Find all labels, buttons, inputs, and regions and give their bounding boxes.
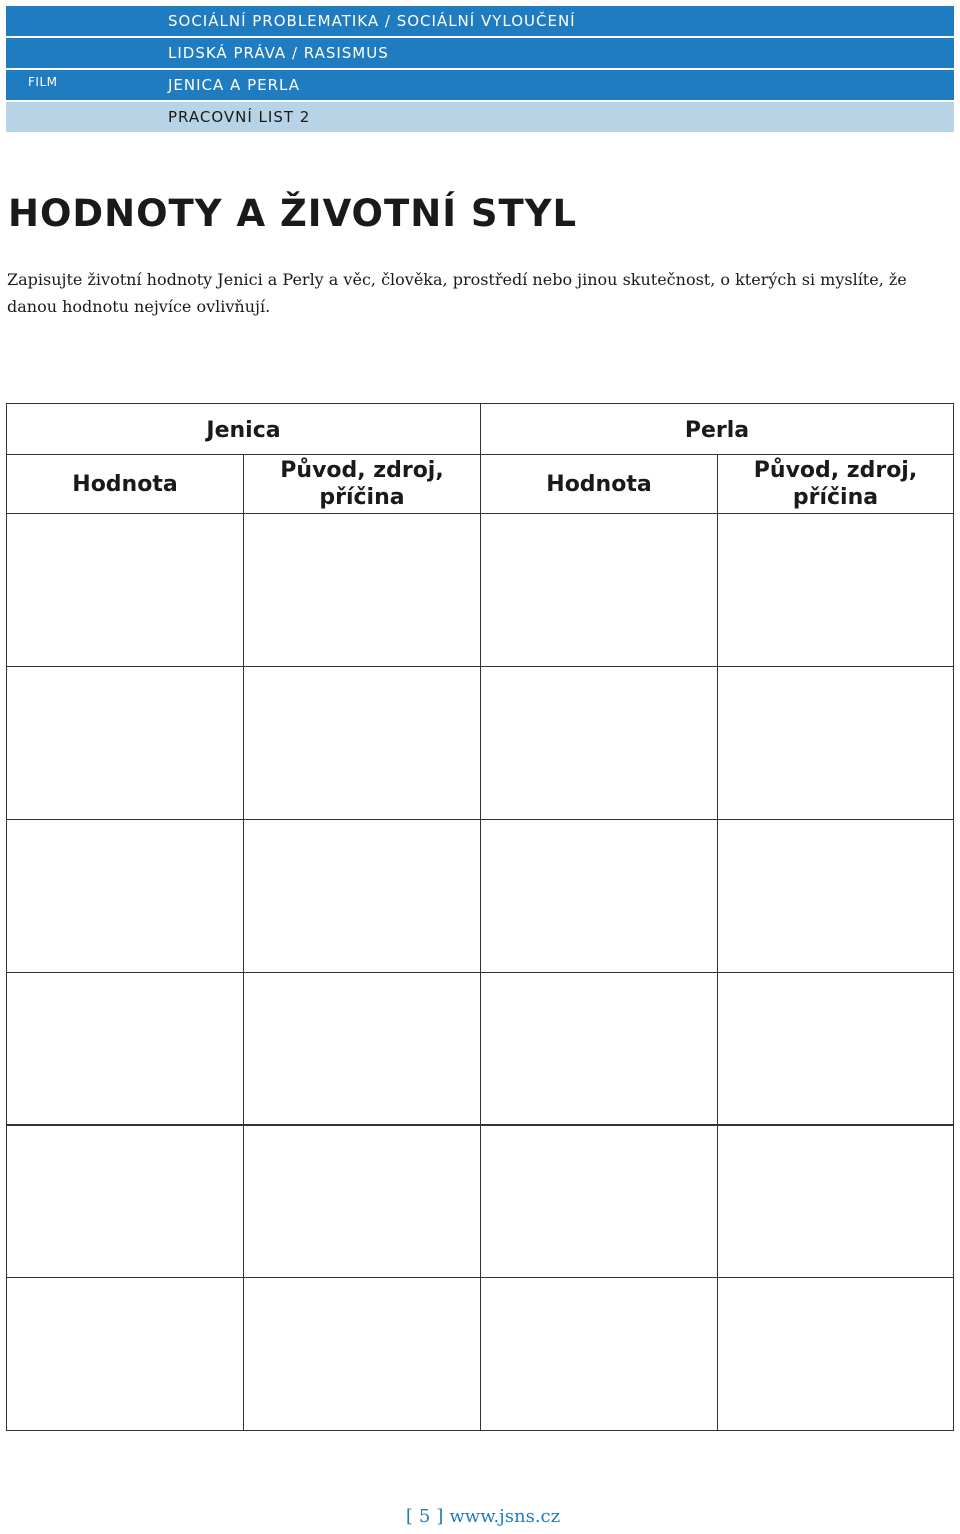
answer-cell[interactable] bbox=[6, 1277, 244, 1431]
header-row-film bbox=[6, 70, 954, 100]
group-label: Perla bbox=[684, 417, 750, 443]
column-label: Původ, zdroj, příčina bbox=[280, 458, 444, 510]
header-row-topic bbox=[6, 6, 954, 36]
answer-cell[interactable] bbox=[480, 666, 718, 820]
header-subtopic-text: LIDSKÁ PRÁVA / RASISMUS bbox=[168, 44, 389, 62]
answer-cell[interactable] bbox=[6, 1124, 244, 1278]
column-label: Hodnota bbox=[72, 471, 178, 497]
header-row-worksheet bbox=[6, 102, 954, 132]
column-label: Původ, zdroj, příčina bbox=[753, 458, 918, 510]
answer-cell[interactable] bbox=[243, 666, 481, 820]
answer-cell[interactable] bbox=[6, 666, 244, 820]
header-band bbox=[6, 6, 954, 131]
answer-cell[interactable] bbox=[717, 819, 954, 973]
footer-bracket-open: [ bbox=[405, 1506, 413, 1527]
column-header-hodnota bbox=[6, 454, 244, 514]
page-number: 5 bbox=[418, 1506, 431, 1527]
footer-bracket-close: ] bbox=[436, 1506, 444, 1527]
footer-url: www.jsns.cz bbox=[449, 1506, 561, 1527]
answer-cell[interactable] bbox=[480, 972, 718, 1126]
answer-cell[interactable] bbox=[6, 513, 244, 667]
instructions: Zapisujte životní hodnoty Jenici a Perly a věc, člověka, prostředí nebo jinou skutečnost, o kterých si myslíte, že danou hodnotu nejvíce ovlivňují. bbox=[7, 270, 907, 316]
column-label: Hodnota bbox=[546, 471, 652, 497]
header-worksheet-text: PRACOVNÍ LIST 2 bbox=[168, 108, 311, 126]
column-header-puvod bbox=[243, 454, 481, 514]
group-label: Jenica bbox=[206, 417, 281, 443]
answer-cell[interactable] bbox=[717, 972, 954, 1126]
answer-cell[interactable] bbox=[243, 1124, 481, 1278]
header-film-title: JENICA A PERLA bbox=[168, 76, 300, 94]
answer-cell[interactable] bbox=[480, 513, 718, 667]
column-header-puvod bbox=[717, 454, 954, 514]
answer-cell[interactable] bbox=[243, 972, 481, 1126]
answer-cell[interactable] bbox=[243, 513, 481, 667]
group-header-perla bbox=[480, 403, 954, 455]
page-title: HODNOTY A ŽIVOTNÍ STYL bbox=[8, 192, 578, 235]
answer-cell[interactable] bbox=[480, 1124, 718, 1278]
header-topic-text: SOCIÁLNÍ PROBLEMATIKA / SOCIÁLNÍ VYLOUČENÍ bbox=[168, 12, 576, 30]
answer-cell[interactable] bbox=[717, 513, 954, 667]
column-header-hodnota bbox=[480, 454, 718, 514]
page-footer bbox=[0, 1506, 960, 1527]
group-header-jenica bbox=[6, 403, 481, 455]
section-label: FILM bbox=[28, 75, 58, 89]
worksheet-table bbox=[6, 403, 954, 1430]
answer-cell[interactable] bbox=[243, 819, 481, 973]
header-row-subtopic bbox=[6, 38, 954, 68]
answer-cell[interactable] bbox=[6, 819, 244, 973]
answer-cell[interactable] bbox=[717, 1124, 954, 1278]
answer-cell[interactable] bbox=[6, 972, 244, 1126]
answer-cell[interactable] bbox=[480, 1277, 718, 1431]
answer-cell[interactable] bbox=[717, 666, 954, 820]
answer-cell[interactable] bbox=[480, 819, 718, 973]
answer-cell[interactable] bbox=[717, 1277, 954, 1431]
answer-cell[interactable] bbox=[243, 1277, 481, 1431]
